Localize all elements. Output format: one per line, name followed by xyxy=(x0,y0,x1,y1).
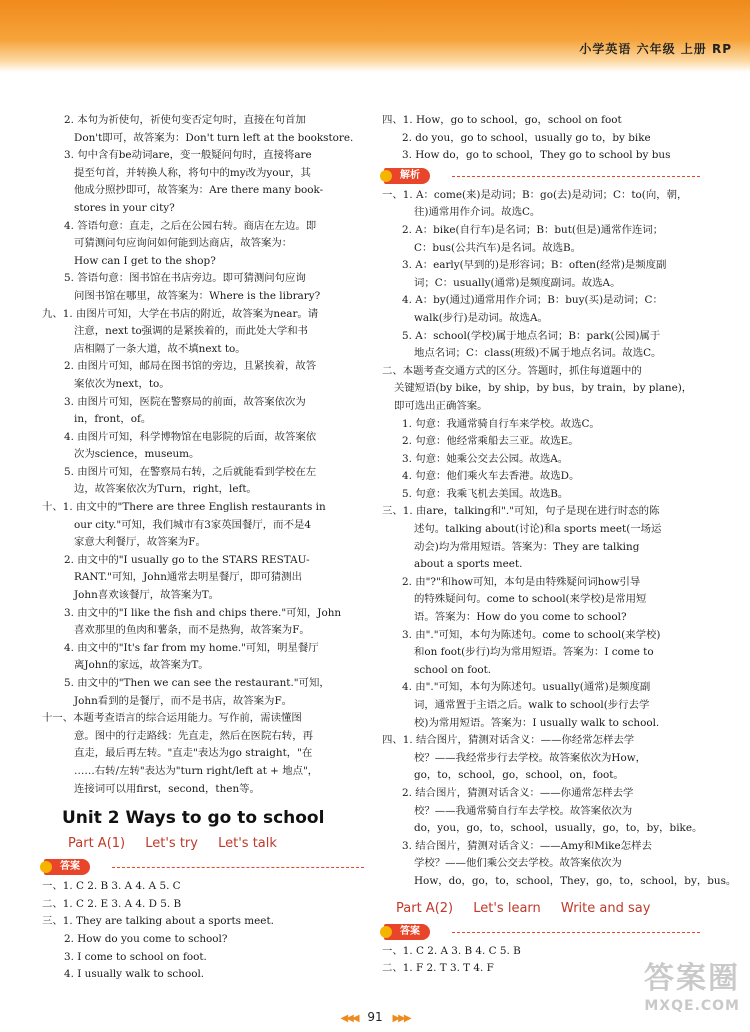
answer-line: 3. I come to school on foot. xyxy=(64,950,207,963)
text-line: 4. 答语句意：直走，之后在公园右转。商店在左边。即 xyxy=(64,219,317,232)
text-line: C：bus(公共汽车)是名词。故选B。 xyxy=(414,241,582,254)
divider xyxy=(452,932,700,933)
lets-talk-label: Let's talk xyxy=(218,836,277,852)
text-line: 2. do you，go to school，usually go to，by bike xyxy=(402,131,651,144)
left-arrows-icon: ◀◀◀ xyxy=(340,1013,358,1024)
text-line: 连接词可以用first，second，then等。 xyxy=(74,782,260,795)
text-line: 词；C：usually(通常)是频度副词。故选A。 xyxy=(414,276,621,289)
text-line: 问图书馆在哪里，故答案为：Where is the library? xyxy=(74,289,321,302)
answer-line: 一、1. C 2. A 3. B 4. C 5. B xyxy=(382,944,521,957)
text-line: 2. 由"?"和how可知，本句是由特殊疑问词how引导 xyxy=(402,575,641,588)
text-line: about a sports meet. xyxy=(414,558,523,571)
part-a1-title xyxy=(42,832,364,856)
text-line: 校？——我经常步行去学校。故答案依次为How， xyxy=(414,751,647,764)
text-line: John喜欢该餐厅，故答案为T。 xyxy=(74,589,220,602)
text-line: 4. 句意：他们乘火车去香港。故选D。 xyxy=(402,470,580,483)
answer-line: 三、1. They are talking about a sports meet. xyxy=(42,915,274,928)
text-line: 喜欢那里的鱼肉和薯条，而不是热狗，故答案为F。 xyxy=(74,624,310,637)
text-line: 2. 由图片可知，邮局在图书馆的旁边，且紧挨着，故答 xyxy=(64,360,317,373)
text-line: 5. 由文中的"Then we can see the restaurant."可知， xyxy=(64,677,330,689)
answer-header xyxy=(382,921,700,943)
text-line: 十一、本题考查语言的综合运用能力。写作前，需读懂图 xyxy=(42,712,302,725)
divider xyxy=(112,867,364,868)
answer-badge: 答案 xyxy=(384,924,430,940)
answer-header xyxy=(42,856,364,878)
answer-line: 二、1. F 2. T 3. T 4. F xyxy=(382,962,494,975)
text-line: Don't即可，故答案为：Don't turn left at the bookstore. xyxy=(74,131,354,144)
text-line: 4. 由文中的"It's far from my home."可知，明星餐厅 xyxy=(64,641,319,654)
text-line: 3. How do，go to school，They go to school by bus xyxy=(402,149,671,162)
text-line: 和on foot(步行)均为常用短语。答案为：I come to xyxy=(414,646,654,659)
text-line: 3. 由文中的"I like the fish and chips there."可知，John xyxy=(64,606,342,619)
text-line: 一、1. A：come(来)是动词；B：go(去)是动词；C：to(向，朝， xyxy=(382,188,688,201)
text-line: 四、1. How，go to school，go，school on foot xyxy=(382,114,622,126)
text-line: 二、本题考查交通方式的区分。答题时，抓住每道题中的 xyxy=(382,364,642,377)
text-line: 提至句首，并转换人称，将句中的my改为your，其 xyxy=(74,166,311,179)
text-line: RANT."可知，John通常去明星餐厅，即可猜测出 xyxy=(74,571,302,584)
watermark-logo xyxy=(600,960,740,1026)
text-line: 四、1. 结合图片，猜测对话含义：——你经常怎样去学 xyxy=(382,734,635,747)
text-line: 5. A：school(学校)属于地点名词；B：park(公园)属于 xyxy=(402,329,661,342)
answer-line: 二、1. C 2. E 3. A 4. D 5. B xyxy=(42,897,182,910)
text-line: 4. A：by(通过)通常用作介词；B：buy(买)是动词；C： xyxy=(402,294,663,307)
text-line: 5. 答语句意：图书馆在书店旁边。即可猜测问句应询 xyxy=(64,272,306,285)
text-line: 3. 句意：她乘公交去公园。故选A。 xyxy=(402,452,569,465)
text-line: walk(步行)是动词。故选A。 xyxy=(414,311,548,324)
text-line: 3. 由"."可知，本句为陈述句。come to school(来学校) xyxy=(402,628,661,641)
part-a2-title xyxy=(382,897,700,921)
text-line: 动会)均为常用短语。答案为：They are talking xyxy=(414,540,640,553)
text-line: do，you，go，to，school，usually，go，to，by，bike。 xyxy=(414,822,703,835)
page-number: 91 xyxy=(367,1010,383,1024)
answer-line: 一、1. C 2. B 3. A 4. A 5. C xyxy=(42,880,181,893)
text-line: 的特殊疑问句。come to school(来学校)是常用短 xyxy=(414,593,647,606)
text-line: 十、1. 由文中的"There are three English restaurants in xyxy=(42,501,326,514)
text-line: 可猜测问句应询问如何能到达商店，故答案为： xyxy=(74,237,293,250)
text-line: 2. 由文中的"I usually go to the STARS RESTAU- xyxy=(64,553,310,566)
text-line: 2. 句意：他经常乘船去三亚。故选E。 xyxy=(402,435,579,448)
text-line: 4. 由图片可知，科学博物馆在电影院的后面，故答案依 xyxy=(64,430,317,443)
text-line: 语。答案为：How do you come to school? xyxy=(414,611,627,624)
text-line: 1. 句意：我通常骑自行车来学校。故选C。 xyxy=(402,417,600,430)
text-line: go，to，school，go，school，on，foot。 xyxy=(414,769,624,782)
text-line: 述句。talking about(讨论)和a sports meet(一场运 xyxy=(414,523,662,536)
text-line: 3. 由图片可知，医院在警察局的前面，故答案依次为 xyxy=(64,395,306,408)
lets-learn-label: Let's learn xyxy=(473,900,541,916)
watermark-url: MXQE.COM xyxy=(644,998,740,1014)
watermark-text: 答案圈 xyxy=(644,961,740,996)
text-line: 3. A：early(早到的)是形容词；B：often(经常)是频度副 xyxy=(402,259,667,272)
right-column xyxy=(382,112,737,978)
divider xyxy=(452,176,700,177)
text-line: 学校？——他们乘公交去学校。故答案依次为 xyxy=(414,857,622,870)
text-line: 店相隔了一条大道，故不填next to。 xyxy=(74,342,246,355)
text-line: 2. 本句为祈使句，祈使句变否定句时，直接在句首加 xyxy=(64,114,306,126)
text-line: 词，通常置于主语之后。walk to school(步行去学 xyxy=(414,699,650,711)
text-line: 他成分照抄即可，故答案为：Are there many book- xyxy=(74,184,324,197)
right-arrows-icon: ▶▶▶ xyxy=(392,1013,410,1024)
text-line: in，front，of。 xyxy=(74,413,152,426)
part-label: Part A(1) xyxy=(68,836,126,852)
text-line: 三、1. 由are，talking和"."可知，句子是现在进行时态的陈 xyxy=(382,505,660,518)
text-line: 案依次为next，to。 xyxy=(74,377,170,390)
text-line: John看到的是餐厅，而不是书店，故答案为F。 xyxy=(74,694,293,707)
text-line: 注意，next to强调的是紧挨着的，而此处大学和书 xyxy=(74,325,309,338)
text-line: 九、1. 由图片可知，大学在书店的附近，故答案为near。请 xyxy=(42,307,319,320)
write-and-say-label: Write and say xyxy=(560,900,651,916)
text-line: 校？——我通常骑自行车去学校。故答案依次为 xyxy=(414,804,633,817)
text-line: 离John的家远，故答案为T。 xyxy=(74,659,209,672)
text-line: school on foot. xyxy=(414,663,492,676)
text-line: 5. 由图片可知，在警察局右转，之后就能看到学校在左 xyxy=(64,465,317,478)
text-line: our city."可知，我们城市有3家英国餐厅，而不是4 xyxy=(74,518,311,531)
text-line: 次为science，museum。 xyxy=(74,448,200,461)
text-line: 2. A：bike(自行车)是名词；B：but(但是)通常作连词； xyxy=(402,223,664,236)
left-column xyxy=(42,112,364,984)
text-line: 3. 句中含有be动词are，变一般疑问句时，直接将are xyxy=(64,149,312,162)
analysis-badge: 解析 xyxy=(384,168,430,184)
text-line: 往)通常用作介词。故选C。 xyxy=(414,206,541,219)
text-line: 2. 结合图片，猜测对话含义：——你通常怎样去学 xyxy=(402,786,634,799)
text-line: 意。图中的行走路线：先直走，然后在医院右转，再 xyxy=(74,729,313,742)
answer-line: 4. I usually walk to school. xyxy=(64,968,205,981)
text-line: 5. 句意：我乘飞机去美国。故选B。 xyxy=(402,487,569,500)
text-line: 直走，最后再左转。"直走"表达为go straight，"在 xyxy=(74,747,313,760)
answer-badge: 答案 xyxy=(44,859,90,875)
answer-line: 2. How do you come to school? xyxy=(64,932,228,945)
text-line: 边，故答案依次为Turn，right，left。 xyxy=(74,483,257,496)
text-line: stores in your city? xyxy=(74,201,175,214)
text-line: 校)为常用短语。答案为：I usually walk to school. xyxy=(414,716,660,729)
unit-title: Unit 2 Ways to go to school xyxy=(62,808,325,829)
page-header xyxy=(0,0,750,72)
text-line: How can I get to the shop? xyxy=(74,254,216,267)
lets-try-label: Let's try xyxy=(145,836,198,852)
part-label: Part A(2) xyxy=(396,900,454,916)
text-line: 4. 由"."可知，本句为陈述句。usually(通常)是频度副 xyxy=(402,681,651,694)
text-line: 家意大利餐厅，故答案为F。 xyxy=(74,536,206,549)
text-line: 关键短语(by bike，by ship，by bus，by train，by plane)， xyxy=(394,382,693,395)
text-line: ……右转/左转"表达为"turn right/left at + 地点"， xyxy=(74,764,319,777)
text-line: How，do，go，to，school，They，go，to，school，by，bus。 xyxy=(414,874,737,887)
analysis-header xyxy=(382,165,700,187)
book-title: 小学英语 六年级 上册 RP xyxy=(579,42,732,56)
text-line: 地点名词；C：class(班级)不属于地点名词。故选C。 xyxy=(414,347,662,360)
text-line: 3. 结合图片，猜测对话含义：——Amy和Mike怎样去 xyxy=(402,839,652,852)
text-line: 即可选出正确答案。 xyxy=(394,399,488,412)
